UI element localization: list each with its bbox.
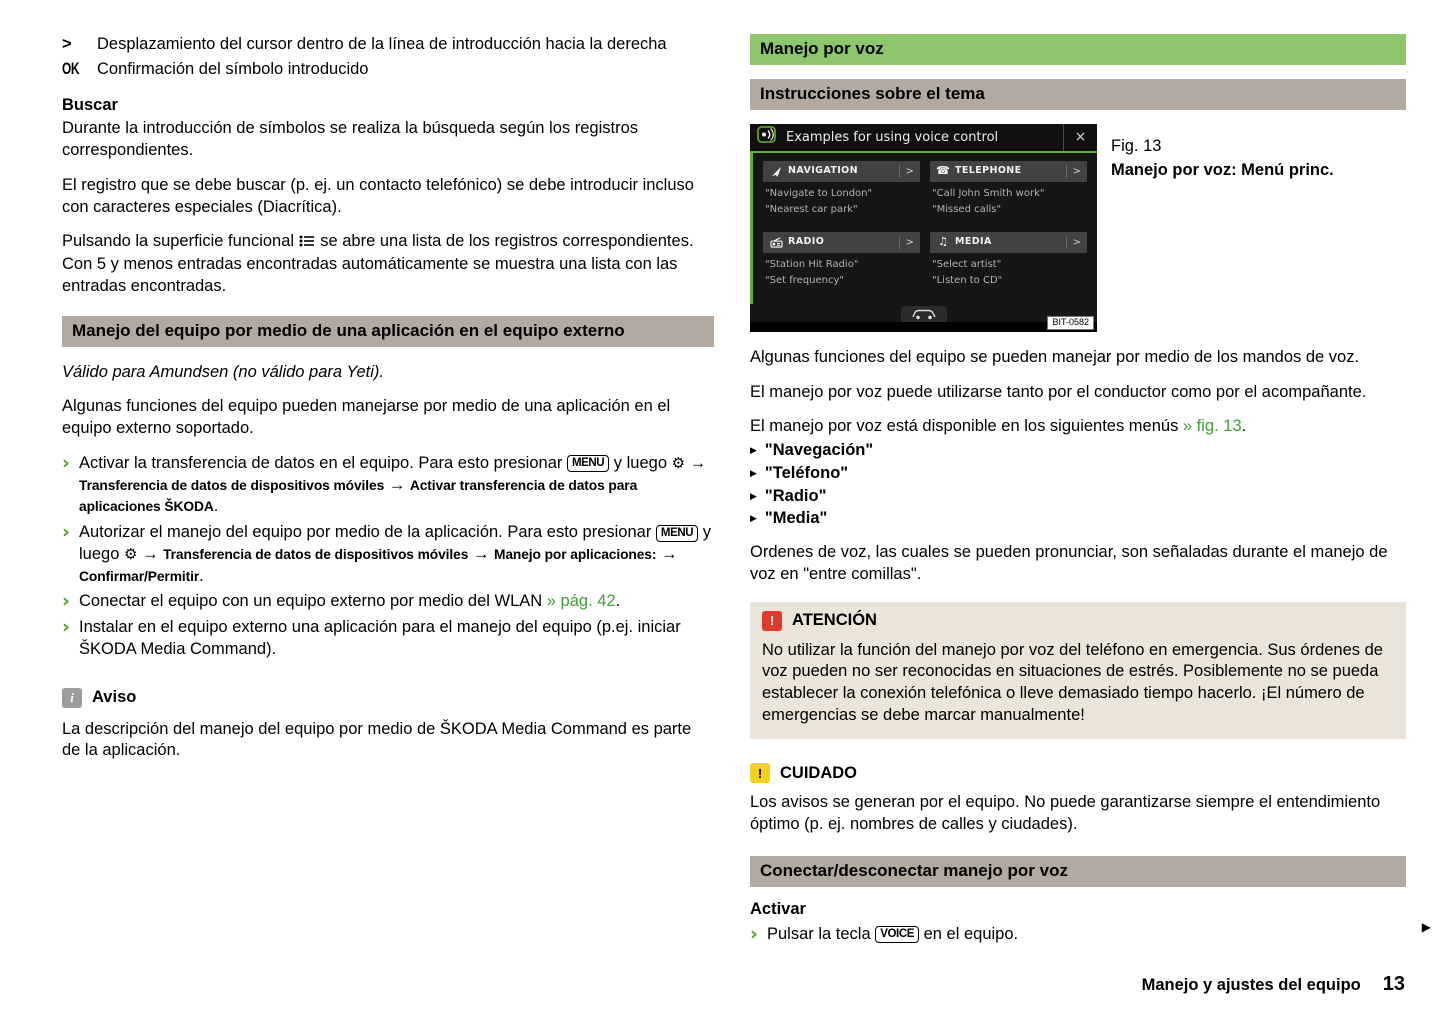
tile-label: NAVIGATION	[788, 165, 858, 177]
menu-path-item: Transferencia de datos de dispositivos móviles	[163, 546, 469, 562]
caution-text: Los avisos se generan por el equipo. No puede garantizarse siempre el entendimiento óptimo (p. ej. nombres de calles y ciudades).	[750, 793, 1381, 834]
intro-item-ok	[62, 59, 714, 81]
intro-item-cursor	[62, 34, 714, 56]
chevron-right-icon: >	[1066, 165, 1087, 178]
tile-radio	[763, 232, 920, 296]
info-icon: i	[62, 688, 82, 708]
voice-paragraph-3	[750, 416, 1406, 438]
caution-icon: !	[750, 763, 770, 783]
step-press-voice-key	[750, 924, 1406, 946]
menu-path-item: Confirmar/Permitir	[79, 568, 200, 584]
section-heading-voice-control: Manejo por voz	[750, 34, 1406, 65]
step-text: Instalar en el equipo externo una aplicación para el manejo del equipo (p.ej. iniciar ŠKODA Media Command).	[79, 618, 681, 659]
step-text: en el equipo.	[919, 924, 1019, 943]
menu-path-item: Activar transferencia de datos para aplicaciones ŠKODA	[79, 477, 638, 515]
app-steps-list	[62, 453, 714, 661]
path-arrow: →	[137, 544, 164, 563]
footer-section-title: Manejo y ajustes del equipo	[1141, 975, 1361, 994]
step-text: Activar la transferencia de datos en el equipo. Para esto presionar	[79, 453, 567, 472]
voice-example: "Listen to CD"	[932, 275, 1003, 287]
voice-key: VOICE	[875, 926, 919, 943]
intro-item-text: Desplazamiento del cursor dentro de la línea de introducción hacia la derecha	[97, 35, 667, 53]
step-bullet-icon: ›	[750, 922, 758, 945]
caution-heading	[750, 763, 1406, 785]
attention-icon: !	[762, 611, 782, 631]
step-bullet-icon: ›	[62, 451, 70, 474]
tile-label: TELEPHONE	[955, 165, 1022, 177]
voice-menu-tiles	[750, 153, 1097, 300]
search-paragraph-3-pre: Pulsando la superficie funcional	[62, 232, 299, 251]
step-text: .	[615, 592, 621, 611]
tile-label: MEDIA	[955, 236, 992, 248]
activate-heading: Activar	[750, 899, 806, 918]
triangle-bullet-icon: ▶	[750, 468, 757, 479]
intro-list	[62, 34, 714, 81]
voice-paragraph-2: El manejo por voz puede utilizarse tanto por el conductor como por el acompañante.	[750, 382, 1367, 401]
voice-menu-label: "Radio"	[764, 486, 827, 505]
list-button-icon	[299, 232, 316, 254]
step-authorize-control	[62, 522, 714, 587]
chevron-right-icon: >	[899, 165, 920, 178]
figure-caption	[1097, 124, 1334, 332]
figure-13	[750, 124, 1406, 332]
figure-code: BIT-0582	[1047, 316, 1094, 330]
figure-number: Fig. 13	[1111, 136, 1162, 155]
voice-menu-label: "Teléfono"	[764, 463, 849, 482]
step-text: Conectar el equipo con un equipo externo por medio del WLAN	[79, 592, 547, 611]
screen-bottom-bar	[750, 306, 1097, 332]
close-icon: ×	[1063, 124, 1097, 151]
voice-menu-item	[750, 463, 1406, 485]
step-text: Pulsar la tecla	[767, 924, 876, 943]
subsection-heading-instructions: Instrucciones sobre el tema	[750, 79, 1406, 110]
intro-item-text: Confirmación del símbolo introducido	[97, 59, 369, 78]
path-arrow: →	[384, 475, 410, 494]
figure-title: Manejo por voz: Menú princ.	[1111, 160, 1334, 179]
tile-telephone	[930, 161, 1087, 225]
subsection-heading-connect: Conectar/desconectar manejo por voz	[750, 856, 1406, 887]
voice-menu-item	[750, 508, 1406, 530]
right-column	[750, 34, 1406, 949]
step-install-app	[62, 617, 714, 661]
radio-icon	[769, 237, 783, 248]
voice-paragraph-3-post: .	[1241, 417, 1247, 436]
screen-footer-strip	[750, 322, 1097, 332]
path-arrow: →	[685, 453, 707, 472]
chevron-right-icon: >	[899, 236, 920, 249]
validity-note: Válido para Amundsen (no válido para Yeti).	[62, 362, 384, 381]
step-text: .	[199, 566, 204, 585]
tile-navigation	[763, 161, 920, 225]
screen-accent-bar	[750, 153, 753, 304]
page-continuation-icon: ▶	[1421, 920, 1431, 934]
voice-menu-list	[750, 440, 1406, 530]
settings-gear-icon: ⚙	[123, 544, 138, 563]
step-bullet-icon: ›	[62, 616, 70, 639]
step-activate-transfer	[62, 453, 714, 518]
page-reference-link[interactable]: » pág. 42	[546, 592, 616, 611]
menu-path-item: Transferencia de datos de dispositivos móviles	[79, 477, 385, 493]
attention-box	[750, 602, 1406, 739]
navigation-icon	[769, 166, 783, 177]
voice-paragraph-4: Ordenes de voz, las cuales se pueden pronunciar, son señaladas durante el manejo de voz en "entre comillas".	[750, 543, 1388, 583]
ok-key-symbol: OK	[62, 59, 80, 78]
menu-key: MENU	[567, 455, 609, 472]
search-paragraph-2: El registro que se debe buscar (p. ej. un contacto telefónico) se debe introducir incluso con caracteres especiales (Diacrítica).	[62, 175, 694, 216]
notice-heading	[62, 687, 714, 709]
path-arrow: →	[468, 544, 494, 563]
voice-control-icon	[757, 126, 779, 149]
left-column	[62, 34, 714, 949]
voice-example: "Select artist"	[932, 258, 1002, 270]
step-connect-wlan	[62, 591, 714, 613]
attention-heading	[762, 610, 1394, 632]
step-text: y luego	[609, 453, 672, 472]
notice-label: Aviso	[92, 687, 137, 706]
search-paragraph-3-post: se abre una lista de los registros correspondientes. Con 5 y menos entradas encontradas automáticamente se muestra una lista con las entradas encontradas.	[62, 232, 694, 295]
search-paragraph-3	[62, 231, 714, 297]
notice-text: La descripción del manejo del equipo por medio de ŠKODA Media Command es parte de la aplicación.	[62, 719, 692, 760]
step-text: y luego	[79, 523, 712, 563]
step-bullet-icon: ›	[62, 521, 70, 544]
infotainment-screenshot	[750, 124, 1097, 332]
voice-paragraph-3-pre: El manejo por voz está disponible en los siguientes menús	[750, 417, 1183, 436]
tile-media	[930, 232, 1087, 296]
telephone-icon: ☎	[936, 164, 950, 178]
voice-example: "Station Hit Radio"	[765, 258, 859, 270]
app-section-paragraph: Algunas funciones del equipo pueden manejarse por medio de una aplicación en el equipo externo soportado.	[62, 397, 671, 438]
voice-paragraph-1: Algunas funciones del equipo se pueden manejar por medio de los mandos de voz.	[750, 347, 1360, 366]
attention-text: No utilizar la función del manejo por voz del teléfono en emergencia. Sus órdenes de voz pueden no ser reconocidas en situaciones de estrés. Posiblemente no se pueda establecer la conexión telefónica o lleve demasiado tiempo hacerlo. ¡El número de emergencias se debe marcar manualmente!	[762, 640, 1383, 724]
step-text: Autorizar el manejo del equipo por medio de la aplicación. Para esto presionar	[79, 523, 656, 542]
voice-example: "Missed calls"	[932, 204, 1002, 216]
step-bullet-icon: ›	[62, 590, 70, 613]
screen-title: Examples for using voice control	[786, 129, 999, 145]
voice-menu-label: "Media"	[764, 509, 828, 528]
chevron-right-icon: >	[1066, 236, 1087, 249]
menu-path-item: Manejo por aplicaciones:	[493, 546, 657, 562]
path-arrow: →	[656, 544, 678, 563]
step-text: .	[213, 497, 219, 516]
search-paragraph-1: Durante la introducción de símbolos se realiza la búsqueda según los registros correspondientes.	[62, 119, 638, 160]
menu-key: MENU	[656, 525, 698, 542]
voice-menu-label: "Navegación"	[764, 441, 874, 460]
voice-example: "Nearest car park"	[765, 204, 858, 216]
media-note-icon: ♫	[938, 235, 948, 249]
triangle-bullet-icon: ▶	[750, 514, 757, 525]
car-menu-icon	[901, 306, 947, 322]
voice-example: "Navigate to London"	[765, 187, 873, 199]
settings-gear-icon: ⚙	[671, 453, 686, 472]
arrow-key-symbol: >	[62, 35, 72, 53]
voice-example: "Call John Smith work"	[932, 187, 1045, 199]
page-number: 13	[1382, 972, 1405, 995]
triangle-bullet-icon: ▶	[750, 446, 757, 457]
caution-label: CUIDADO	[780, 763, 857, 782]
voice-menu-item	[750, 486, 1406, 508]
search-heading: Buscar	[62, 95, 118, 114]
page-footer	[1142, 971, 1405, 997]
figure-reference-link[interactable]: » fig. 13	[1182, 417, 1242, 436]
caution-section	[750, 763, 1406, 836]
voice-example: "Set frequency"	[765, 275, 844, 287]
tile-label: RADIO	[788, 236, 825, 248]
screen-header	[750, 124, 1097, 153]
voice-menu-item	[750, 440, 1406, 462]
section-heading-app-control: Manejo del equipo por medio de una aplicación en el equipo externo	[62, 316, 714, 347]
triangle-bullet-icon: ▶	[750, 491, 757, 502]
attention-label: ATENCIÓN	[792, 610, 877, 629]
